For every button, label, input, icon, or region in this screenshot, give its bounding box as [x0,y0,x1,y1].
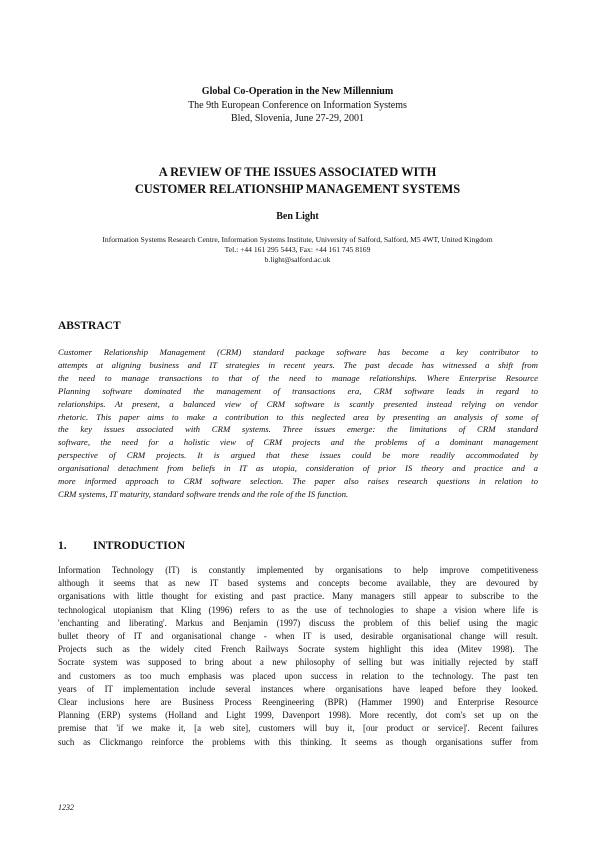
conference-location-date: Bled, Slovenia, June 27-29, 2001 [230,113,365,124]
author-email: b.light@salford.ac.uk [264,255,331,264]
introduction-line: years of IT implementation include several instances where organisations have leaped before they looked. [58,683,538,694]
introduction-line: such as Clickmango reinforce the problems with this thinking. It seems as though organisations suffer from [58,736,538,747]
abstract-line: more informed approach to CRM software selection. The paper also raises research questions in relation to [58,476,538,487]
abstract-line: perspective of CRM projects. It is argued that these issues could be more readily accommodated by [58,450,538,461]
introduction-line: organisations with little thought for existing and past practice. Many managers still appear to subscribe to the [58,591,538,602]
abstract-line: organisational detachment from beliefs in IT as utopia, consideration of prior IS theory and practice and a [58,463,538,474]
introduction-line: Planning (ERP) systems (Holland and Light 1999, Davenport 1998). More recently, dot com's set up on the [58,710,538,721]
introduction-line: although it seems that as new IT based systems and concepts become available, they are devoured by [58,578,538,589]
abstract-line: rhetoric. This paper aims to make a contribution to this neglected area by presenting an analysis of some of [58,411,538,422]
abstract-line: Customer Relationship Management (CRM) standard package software has become a key contributor to [58,347,538,357]
abstract-line: attempts at aligning business and IT strategies in recent years. The past decade has witnessed a shift from [58,359,538,370]
introduction-line: 'enchanting and liberating'. Markus and Benjamin (1997) discuss the problem of this belief using the magic [58,617,538,628]
abstract-line: the need to manage transactions to that of the need to manage relationships. Where Enterprise Resource [58,372,538,383]
introduction-line: Projects such as the widely cited French Railways Socrate system highlight this idea (Mitev 1998). The [58,644,538,655]
author-affiliation: Information Systems Research Centre, Information Systems Institute, University of Salford, Salford, M5 4WT, United Kingdom [102,235,493,244]
abstract-line: software, the need for a holistic view of CRM projects and the problems of a dominant management [58,437,538,448]
introduction-line: Information Technology (IT) is constantly implemented by organisations to help improve competitiveness [58,565,538,575]
introduction-line: bullet theory of IT and organisational change - when IT is used, desirable organisational change will result. [58,631,538,642]
abstract-line: CRM systems, IT maturity, standard software trends and the role of the IS function. [58,488,349,499]
introduction-line: and customers as too much emphasis was placed upon success in relation to the technology. The past ten [58,670,538,681]
abstract-text [58,346,538,501]
introduction-heading: INTRODUCTION [93,540,186,552]
introduction-line: technological utopianism that Kling (1996) refers to as the use of technologies to shape a vision where life is [58,604,538,615]
abstract-line: the key issues associated with CRM systems. Three issues emerge: the limitations of CRM standard [58,424,538,435]
conference-name: The 9th European Conference on Information Systems [188,100,407,111]
introduction-line: Clear inclusions here are Business Process Reengineering (BPR) (Hammer 1990) and Enterprise Resource [58,697,538,708]
section-number: 1. [58,540,67,552]
paper-title-line-1: A REVIEW OF THE ISSUES ASSOCIATED WITH [158,165,437,179]
author-contact: Tel.: +44 161 295 5443, Fax: +44 161 745 8169 [224,245,371,254]
introduction-line: Socrate system was supposed to bring about a new philosophy of selling but was initially rejected by staff [58,657,538,668]
page-number: 1232 [58,803,74,812]
abstract-line: Planning software dominated the management of transactions era, CRM software leads in regard to [58,385,538,396]
abstract-heading: ABSTRACT [58,320,121,332]
introduction-line: premise that 'if we make it, [a web site], customers will buy it, [our product or service]'. Recent failures [58,723,538,734]
paper-title-line-2: CUSTOMER RELATIONSHIP MANAGEMENT SYSTEMS [134,182,461,196]
introduction-text [58,564,538,749]
conference-series: Global Co-Operation in the New Millennium [201,86,394,97]
abstract-line: relationships. At present, a balanced view of CRM software is scantly presented instead relying on vendor [58,398,538,409]
author-name: Ben Light [276,211,319,222]
